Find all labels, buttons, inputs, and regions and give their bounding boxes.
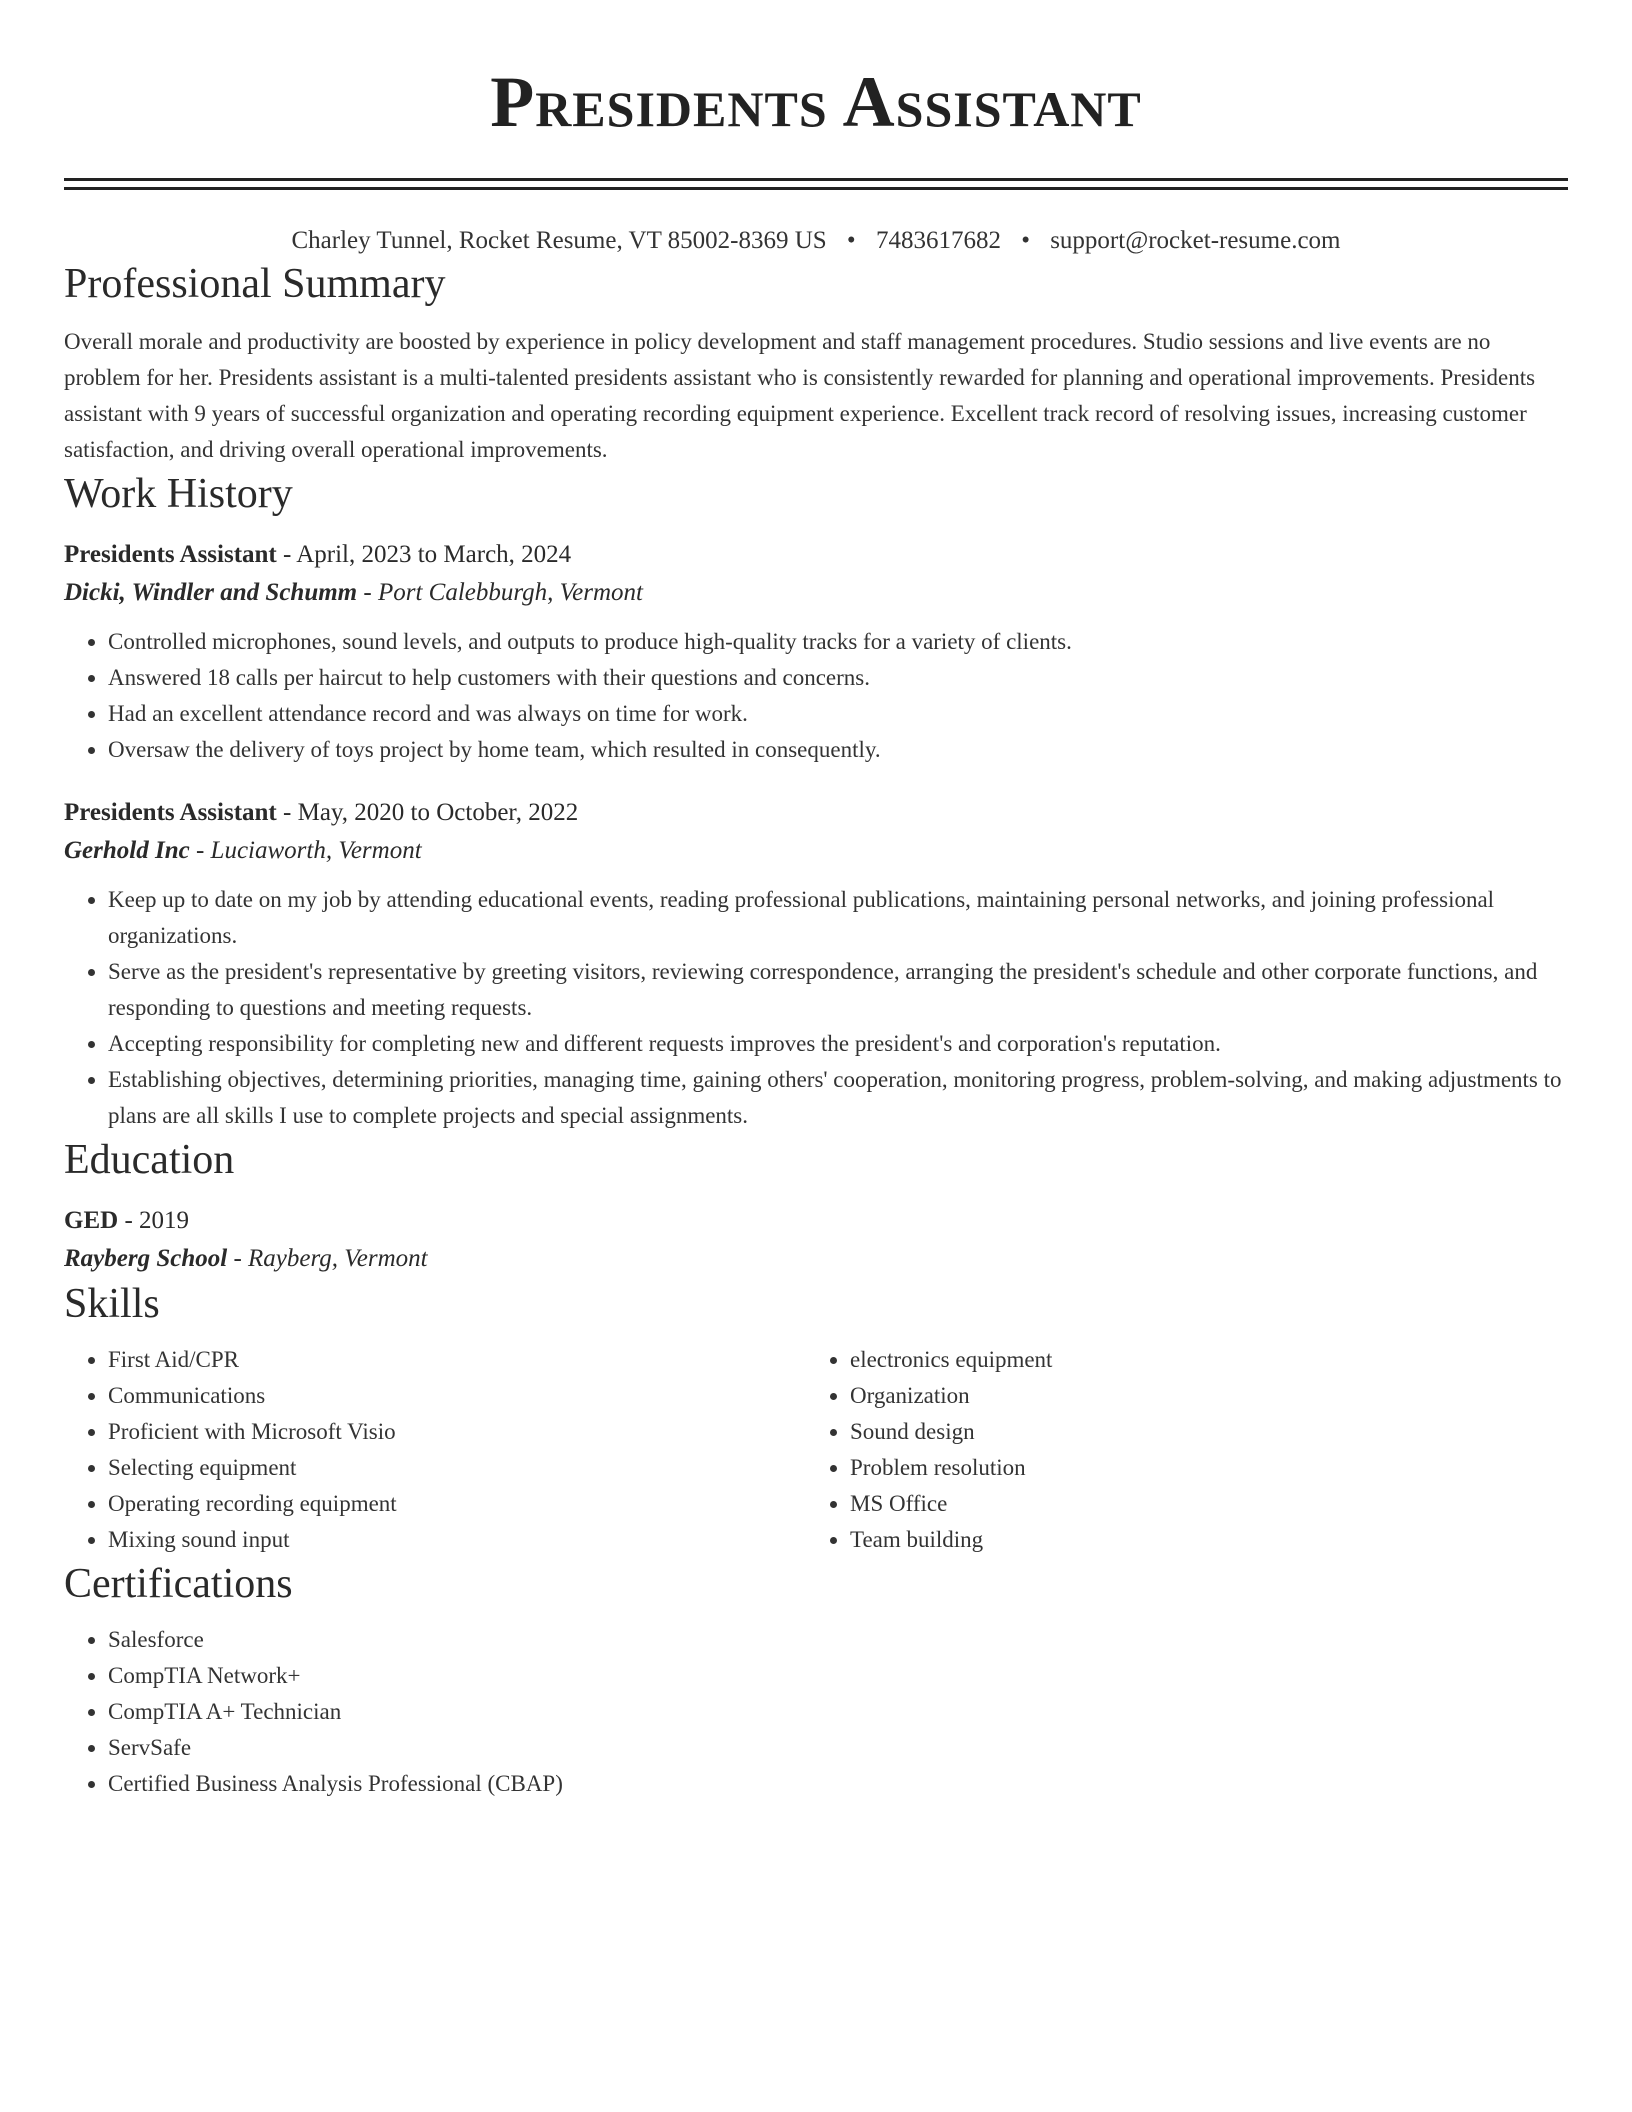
job-duty: • Accepting responsibility for completing new and different requests improves the president's and corporation's reputation. bbox=[108, 1026, 1568, 1062]
job-dates: - April, 2023 to March, 2024 bbox=[276, 541, 572, 568]
contact-separator: • bbox=[1021, 227, 1030, 254]
resume-name: Presidents Assistant bbox=[490, 62, 1142, 142]
job-position: Presidents Assistant bbox=[64, 799, 277, 826]
job-duty: • Establishing objectives, determining priorities, managing time, gaining others' cooperation, monitoring progress, problem-solving, and making adjustments to plans are all skills I use to complete projects and special assignments. bbox=[108, 1062, 1568, 1134]
job-duty: • Answered 18 calls per haircut to help customers with their questions and concerns. bbox=[108, 660, 1568, 696]
certification-item: • CompTIA Network+ bbox=[108, 1658, 1568, 1694]
contact-email: support@rocket-resume.com bbox=[1050, 227, 1341, 254]
job-location: - Port Calebburgh, Vermont bbox=[357, 579, 643, 606]
skill-item: • Sound design bbox=[850, 1414, 1548, 1450]
header-divider bbox=[64, 178, 1568, 190]
certifications-heading: Certifications bbox=[64, 1561, 293, 1607]
job-duty: • Keep up to date on my job by attending educational events, reading professional publications, maintaining personal networks, and joining professional organizations. bbox=[108, 882, 1568, 954]
contact-address: Charley Tunnel, Rocket Resume, VT 85002-8369 US bbox=[291, 227, 827, 254]
certification-item: • Certified Business Analysis Professional (CBAP) bbox=[108, 1766, 1568, 1802]
summary-text: Overall morale and productivity are boosted by experience in policy development and staff management procedures. Studio sessions and live events are no problem for her. Presidents assistant is a multi-talented presidents assistant who is consistently rewarded for planning and operational improvements. Presidents assistant with 9 years of successful organization and operating recording equipment experience. Excellent track record of resolving issues, increasing customer satisfaction, and driving overall operational improvements. bbox=[64, 329, 1536, 462]
job-duties-list bbox=[64, 882, 1568, 1134]
job-title-line bbox=[64, 794, 1568, 832]
job-company-line bbox=[64, 574, 1568, 612]
education-degree: GED bbox=[64, 1207, 119, 1234]
summary-heading: Professional Summary bbox=[64, 261, 446, 307]
skill-item: • Selecting equipment bbox=[108, 1450, 806, 1486]
job-title-line bbox=[64, 536, 1568, 574]
skill-item: • First Aid/CPR bbox=[108, 1342, 806, 1378]
skill-item: • Team building bbox=[850, 1522, 1548, 1558]
skill-item: • Communications bbox=[108, 1378, 806, 1414]
job-company: Dicki, Windler and Schumm bbox=[64, 579, 358, 606]
skill-item: • Mixing sound input bbox=[108, 1522, 806, 1558]
job-dates: - May, 2020 to October, 2022 bbox=[276, 799, 579, 826]
contact-phone: 7483617682 bbox=[875, 227, 1001, 254]
job-entry bbox=[64, 536, 1568, 768]
education-heading: Education bbox=[64, 1137, 235, 1183]
contact-separator: • bbox=[846, 227, 856, 254]
skills-list-right bbox=[806, 1342, 1548, 1558]
job-duty: • Oversaw the delivery of toys project by home team, which resulted in consequently. bbox=[108, 732, 1568, 768]
skill-item: • Proficient with Microsoft Visio bbox=[108, 1414, 806, 1450]
education-school-line bbox=[64, 1240, 1568, 1278]
skill-item: • electronics equipment bbox=[850, 1342, 1548, 1378]
education-degree-line bbox=[64, 1202, 1568, 1240]
skill-item: • Organization bbox=[850, 1378, 1548, 1414]
skills-list-left bbox=[64, 1342, 806, 1558]
job-company-line bbox=[64, 832, 1568, 870]
skill-item: • Operating recording equipment bbox=[108, 1486, 806, 1522]
skill-item: • MS Office bbox=[850, 1486, 1548, 1522]
job-company: Gerhold Inc bbox=[64, 837, 190, 864]
job-duty: • Controlled microphones, sound levels, and outputs to produce high-quality tracks for a variety of clients. bbox=[108, 624, 1568, 660]
certifications-list bbox=[64, 1622, 1568, 1802]
education-location: - Rayberg, Vermont bbox=[227, 1245, 428, 1272]
contact-line bbox=[64, 224, 1568, 258]
job-duty: • Serve as the president's representative by greeting visitors, reviewing correspondence, arranging the president's schedule and other corporate functions, and responding to questions and meeting requests. bbox=[108, 954, 1568, 1026]
job-location: - Luciaworth, Vermont bbox=[189, 837, 422, 864]
job-position: Presidents Assistant bbox=[64, 541, 277, 568]
skill-item: • Problem resolution bbox=[850, 1450, 1548, 1486]
job-duty: • Had an excellent attendance record and was always on time for work. bbox=[108, 696, 1568, 732]
skills-heading: Skills bbox=[64, 1281, 160, 1327]
certification-item: • Salesforce bbox=[108, 1622, 1568, 1658]
certification-item: • ServSafe bbox=[108, 1730, 1568, 1766]
work-history-heading: Work History bbox=[64, 471, 293, 517]
job-duties-list bbox=[64, 624, 1568, 768]
skills-grid bbox=[64, 1342, 1568, 1558]
education-school: Rayberg School bbox=[64, 1245, 228, 1272]
certification-item: • CompTIA A+ Technician bbox=[108, 1694, 1568, 1730]
job-entry bbox=[64, 794, 1568, 1134]
education-entry bbox=[64, 1202, 1568, 1278]
education-year: - 2019 bbox=[118, 1207, 190, 1234]
